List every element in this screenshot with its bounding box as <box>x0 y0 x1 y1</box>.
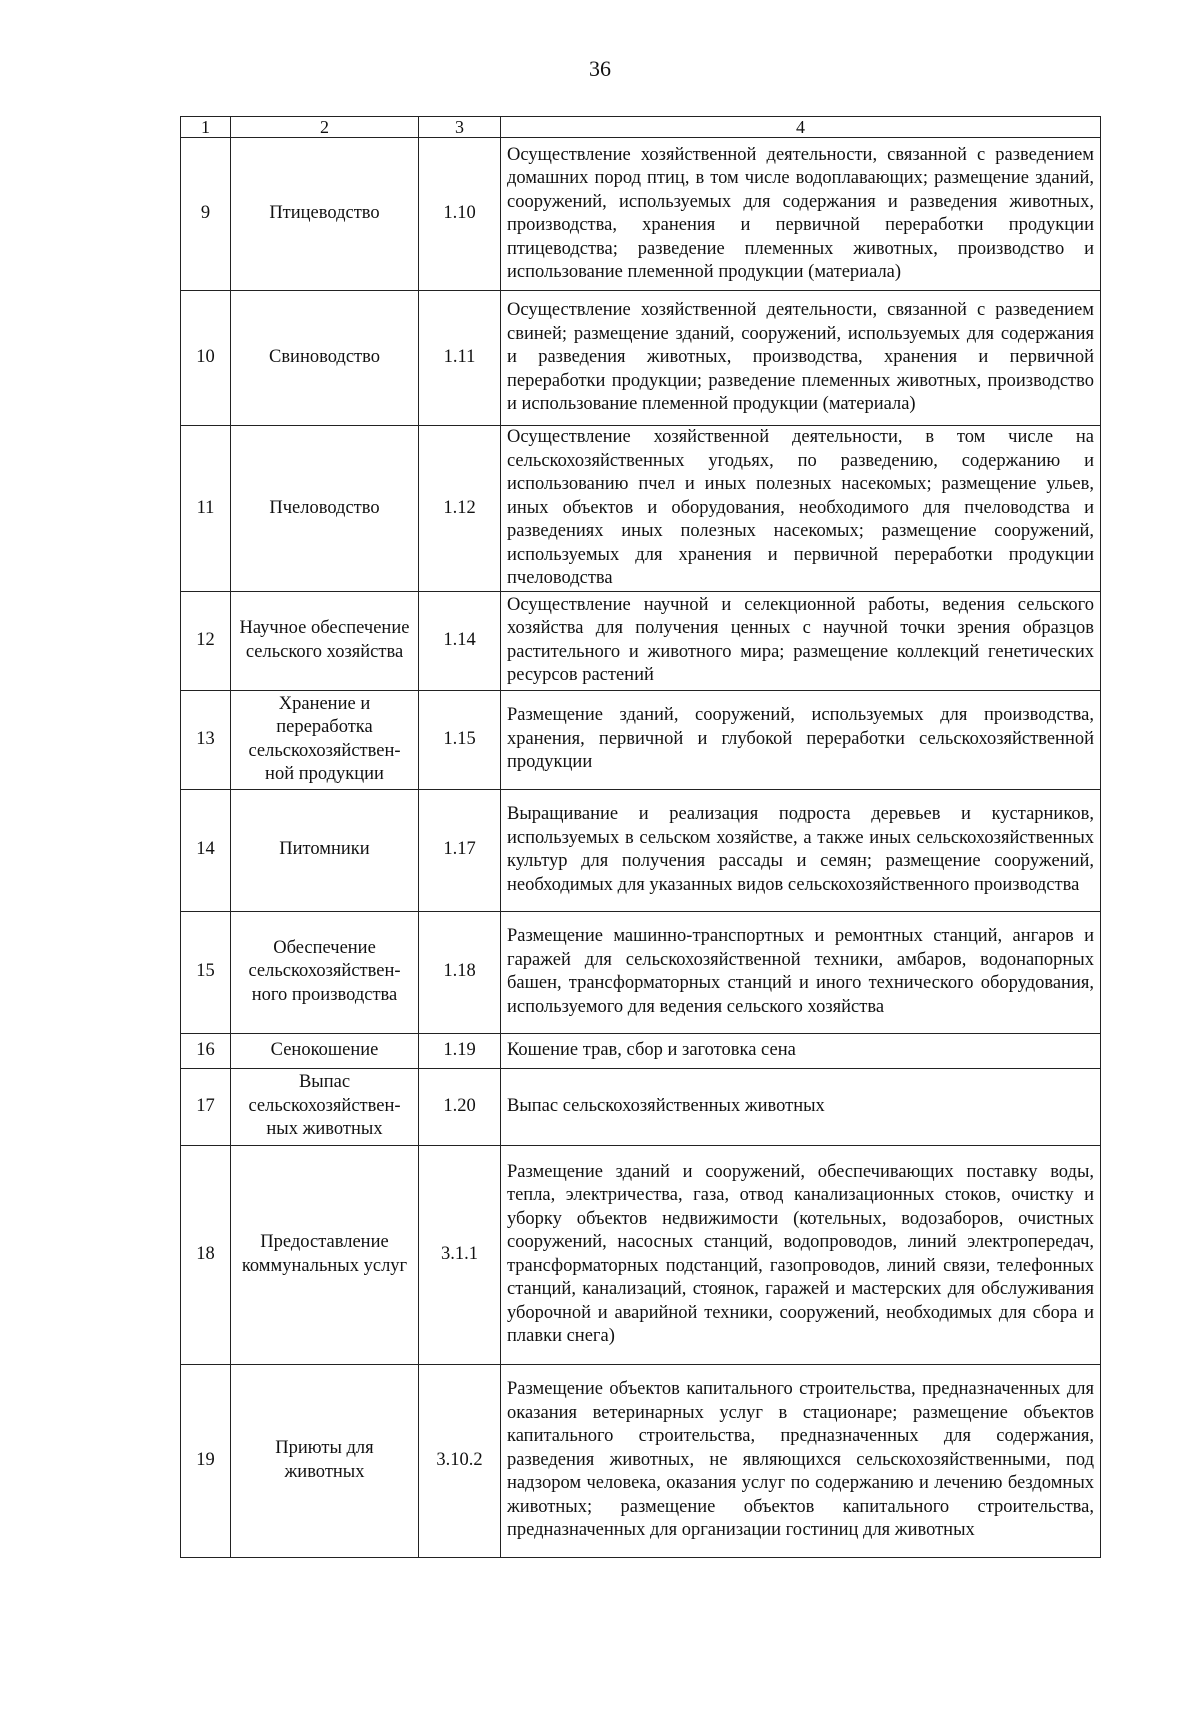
land-use-code: 1.11 <box>419 291 501 426</box>
land-use-table <box>180 116 1101 1558</box>
table-row <box>181 1068 1101 1145</box>
row-number: 18 <box>181 1145 231 1364</box>
land-use-code: 1.12 <box>419 426 501 592</box>
row-number: 11 <box>181 426 231 592</box>
row-number: 15 <box>181 911 231 1033</box>
column-number-4: 4 <box>501 117 1101 138</box>
land-use-name: Птицеводство <box>231 138 419 291</box>
row-number: 17 <box>181 1068 231 1145</box>
row-number: 16 <box>181 1033 231 1068</box>
land-use-code: 3.10.2 <box>419 1364 501 1557</box>
land-use-code: 1.19 <box>419 1033 501 1068</box>
land-use-name: Свиноводство <box>231 291 419 426</box>
row-number: 19 <box>181 1364 231 1557</box>
table-row <box>181 291 1101 426</box>
column-number-1: 1 <box>181 117 231 138</box>
land-use-description: Размещение зданий, сооружений, используемых для производства, хранения, первичной и глубокой переработки сельскохозяйственной продукции <box>501 690 1101 789</box>
land-use-description: Осуществление хозяйственной деятельности, связанной с разведением свиней; размещение зданий, сооружений, используемых для содержания и разведения животных, производства, хранения и первичной переработки продукции; разведение племенных животных, производство и использование племенной продукции (материала) <box>501 291 1101 426</box>
table-row <box>181 690 1101 789</box>
land-use-name: Хранение и переработка сельскохозяйствен-ной продукции <box>231 690 419 789</box>
land-use-code: 1.10 <box>419 138 501 291</box>
column-number-3: 3 <box>419 117 501 138</box>
table-row <box>181 138 1101 291</box>
row-number: 14 <box>181 789 231 911</box>
land-use-name: Обеспечение сельскохозяйствен-ного производства <box>231 911 419 1033</box>
land-use-description: Выращивание и реализация подроста деревьев и кустарников, используемых в сельском хозяйстве, а также иных сельскохозяйственных культур для получения рассады и семян; размещение сооружений, необходимых для указанных видов сельскохозяйственного производства <box>501 789 1101 911</box>
land-use-description: Размещение машинно-транспортных и ремонтных станций, ангаров и гаражей для сельскохозяйственной техники, амбаров, водонапорных башен, трансформаторных станций и иного технического оборудования, используемого для ведения сельского хозяйства <box>501 911 1101 1033</box>
land-use-code: 3.1.1 <box>419 1145 501 1364</box>
land-use-name: Предоставление коммунальных услуг <box>231 1145 419 1364</box>
land-use-name: Научное обеспечение сельского хозяйства <box>231 591 419 690</box>
row-number: 13 <box>181 690 231 789</box>
land-use-description: Осуществление научной и селекционной работы, ведения сельского хозяйства для получения ценных с научной точки зрения образцов растительного и животного мира; размещение коллекций генетических ресурсов растений <box>501 591 1101 690</box>
table-row <box>181 911 1101 1033</box>
table-row <box>181 426 1101 592</box>
land-use-code: 1.15 <box>419 690 501 789</box>
table-row <box>181 789 1101 911</box>
land-use-description: Осуществление хозяйственной деятельности, связанной с разведением домашних пород птиц, в том числе водоплавающих; размещение зданий, сооружений, используемых для содержания и разведения животных, производства, хранения и первичной переработки продукции птицеводства; разведение племенных животных, производство и использование племенной продукции (материала) <box>501 138 1101 291</box>
table-row <box>181 1033 1101 1068</box>
land-use-name: Пчеловодство <box>231 426 419 592</box>
land-use-description: Выпас сельскохозяйственных животных <box>501 1068 1101 1145</box>
land-use-description: Размещение объектов капитального строительства, предназначенных для оказания ветеринарных услуг в стационаре; размещение объектов капитального строительства, предназначенных для содержания, разведения животных, не являющихся сельскохозяйственными, под надзором человека, оказания услуг по содержанию и лечению бездомных животных; размещение объектов капитального строительства, предназначенных для организации гостиниц для животных <box>501 1364 1101 1557</box>
column-number-row <box>181 117 1101 138</box>
land-use-name: Питомники <box>231 789 419 911</box>
row-number: 9 <box>181 138 231 291</box>
table-row <box>181 1364 1101 1557</box>
land-use-description: Осуществление хозяйственной деятельности, в том числе на сельскохозяйственных угодьях, по разведению, содержанию и использованию пчел и иных полезных насекомых; размещение ульев, иных объектов и оборудования, необходимого для пчеловодства и разведениях иных полезных насекомых; размещение сооружений, используемых для хранения и первичной переработки продукции пчеловодства <box>501 426 1101 592</box>
table-row <box>181 1145 1101 1364</box>
column-number-2: 2 <box>231 117 419 138</box>
land-use-code: 1.17 <box>419 789 501 911</box>
land-use-code: 1.18 <box>419 911 501 1033</box>
land-use-description: Размещение зданий и сооружений, обеспечивающих поставку воды, тепла, электричества, газа, отвод канализационных стоков, очистку и уборку объектов недвижимости (котельных, водозаборов, очистных сооружений, насосных станций, водопроводов, линий электропередач, трансформаторных подстанций, газопроводов, линий связи, телефонных станций, канализаций, стоянок, гаражей и мастерских для обслуживания уборочной и аварийной техники, сооружений, необходимых для сбора и плавки снега) <box>501 1145 1101 1364</box>
land-use-name: Приюты для животных <box>231 1364 419 1557</box>
table-row <box>181 591 1101 690</box>
page-number: 36 <box>589 56 611 81</box>
land-use-code: 1.14 <box>419 591 501 690</box>
land-use-name: Сенокошение <box>231 1033 419 1068</box>
row-number: 10 <box>181 291 231 426</box>
row-number: 12 <box>181 591 231 690</box>
land-use-code: 1.20 <box>419 1068 501 1145</box>
land-use-name: Выпас сельскохозяйствен-ных животных <box>231 1068 419 1145</box>
land-use-description: Кошение трав, сбор и заготовка сена <box>501 1033 1101 1068</box>
